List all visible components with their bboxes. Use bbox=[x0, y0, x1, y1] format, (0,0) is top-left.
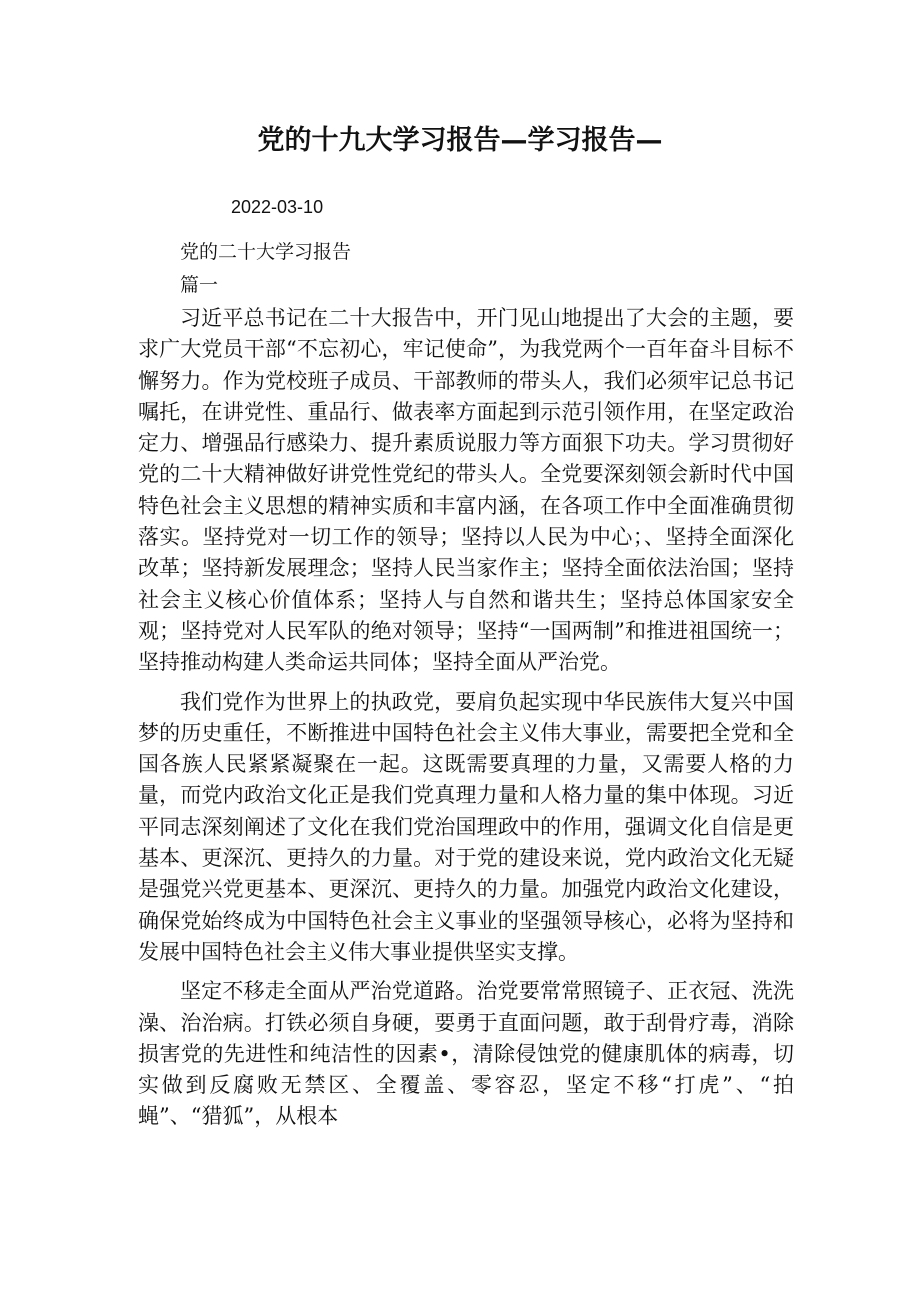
paragraph-3: 坚定不移走全面从严治党道路。治党要常常照镜子、正衣冠、洗洗澡、治治病。打铁必须自身硬，要勇于直面问题，敢于刮骨疗毒，消除损害党的先进性和纯洁性的因素•，清除侵蚀党的健康肌体的病毒，切实做到反腐败无禁区、全覆盖、零容忍，坚定不移“打虎”、“拍蝇”、“猎狐”，从根本 bbox=[138, 979, 794, 1129]
document-date: 2022-03-10 bbox=[231, 197, 324, 217]
paragraph-1: 习近平总书记在二十大报告中，开门见山地提出了大会的主题，要求广大党员干部“不忘初心，牢记使命”，为我党两个一百年奋斗目标不懈努力。作为党校班子成员、干部教师的带头人，我们必须牢记总书记嘱托，在讲党性、重品行、做表率方面起到示范引领作用，在坚定政治定力、增强品行感染力、提升素质说服力等方面狠下功夫。学习贯彻好党的二十大精神做好讲党性党纪的带头人。全党要深刻领会新时代中国特色社会主义思想的精神实质和丰富内涵，在各项工作中全面准确贯彻落实。坚持党对一切工作的领导；坚持以人民为中心；、坚持全面深化改革；坚持新发展理念；坚持人民当家作主；坚持全面依法治国；坚持社会主义核心价值体系；坚持人与自然和谐共生；坚持总体国家安全观；坚持党对人民军队的绝对领导；坚持“一国两制”和推进祖国统一；坚持推动构建人类命运共同体；坚持全面从严治党。 bbox=[138, 306, 794, 675]
document-title: 党的十九大学习报告—学习报告— bbox=[257, 125, 663, 156]
document-subtitle: 党的二十大学习报告 bbox=[180, 241, 352, 263]
document-body bbox=[138, 303, 794, 1133]
section-label: 篇一 bbox=[180, 274, 219, 296]
paragraph-2: 我们党作为世界上的执政党，要肩负起实现中华民族伟大复兴中国梦的历史重任，不断推进中国特色社会主义伟大事业，需要把全党和全国各族人民紧紧凝聚在一起。这既需要真理的力量，又需要人格的力量，而党内政治文化正是我们党真理力量和人格力量的集中体现。习近平同志深刻阐述了文化在我们党治国理政中的作用，强调文化自信是更基本、更深沉、更持久的力量。对于党的建设来说，党内政治文化无疑是强党兴党更基本、更深沉、更持久的力量。加强党内政治文化建设，确保党始终成为中国特色社会主义事业的坚强领导核心，必将为坚持和发展中国特色社会主义伟大事业提供坚实支撑。 bbox=[138, 689, 794, 964]
